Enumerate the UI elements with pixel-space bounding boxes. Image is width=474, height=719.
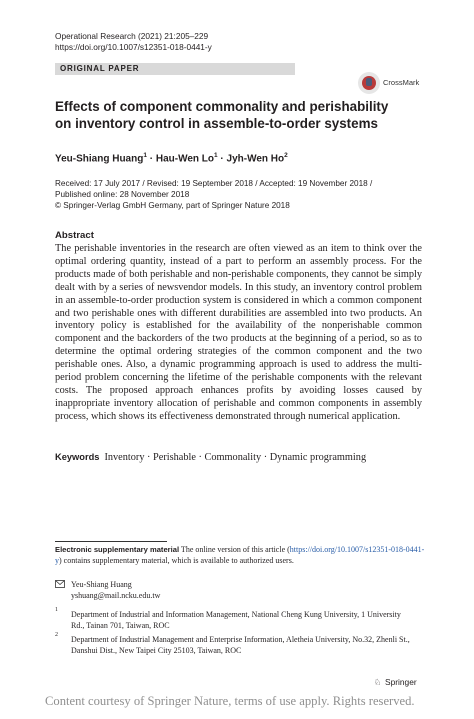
publisher-logo (373, 677, 417, 688)
author-affiliation-mark: 1 (214, 152, 218, 159)
author-separator: · (146, 153, 156, 165)
author-affiliation-mark: 1 (143, 152, 147, 159)
journal-citation: Operational Research (2021) 21:205–229 (55, 31, 209, 41)
publisher-name: Springer (385, 677, 417, 687)
corresponding-author (71, 580, 160, 601)
envelope-icon (55, 580, 65, 591)
paper-title (55, 98, 425, 132)
author-name[interactable]: Yeu-Shiang Huang (55, 153, 144, 165)
abstract-heading: Abstract (55, 230, 94, 241)
corresponding-author-email[interactable]: yshuang@mail.ncku.edu.tw (71, 590, 161, 600)
keywords-label: Keywords (55, 452, 100, 462)
crossmark-label: CrossMark (383, 78, 420, 87)
esm-text-before: The online version of this article ( (179, 545, 290, 554)
title-line-2: on inventory control in assemble-to-order systems (55, 116, 378, 131)
keywords-list: Inventory · Perishable · Commonality · Dynamic programming (104, 452, 367, 463)
copyright-line: © Springer-Verlag GmbH Germany, part of Springer Nature 2018 (55, 201, 290, 210)
history-dates: Received: 17 July 2017 / Revised: 19 September 2018 / Accepted: 19 November 2018 / (55, 179, 373, 188)
footnote-divider (55, 541, 167, 542)
author-list (55, 149, 425, 165)
esm-text-after: ) contains supplementary material, which is available to authorized users. (59, 556, 294, 565)
crossmark-icon (358, 72, 380, 94)
publication-dates (55, 178, 425, 211)
crossmark-badge[interactable] (358, 72, 418, 98)
esm-link[interactable]: https://doi.org/10.1007/s12351-018-0441-y (55, 545, 425, 565)
author-name[interactable]: Hau-Wen Lo (155, 153, 215, 165)
abstract-text: The perishable inventories in the research are often viewed as an item to think over the optimal ordering quantity, instead of a part to perform an assembly process. For the products made of both perishable and non-perishable components, they cannot be simply dealt with by a series of newsvendor models. In this study, an inventory control problem in an assemble-to-order production system is considered in which a common component and two perishable ones with different durabilities are assembled into two products. An inventory policy is established for the availability of the nonperishable common component and the backorders of the two products at the beginning of a period, so as to determine the optimal ordering strategies of the common component and the two perishable ones. Also, a dynamic programming approach is used to address the multi-period problem concerning the lifetime of the perishable components with the relevant costs. The proposed approach enhances profits by avoiding losses caused by inappropriate inventory allocation of perishable and common components in assembly process, which shows its effectiveness demonstrated through numerical application. (55, 243, 422, 422)
article-type-label: ORIGINAL PAPER (60, 64, 140, 73)
keywords-line (55, 451, 422, 464)
corresponding-author-name: Yeu-Shiang Huang (71, 580, 132, 589)
published-online-date: Published online: 28 November 2018 (55, 190, 190, 199)
springer-horse-icon: ♘ (373, 677, 382, 687)
title-line-1: Effects of component commonality and perishability (55, 99, 389, 114)
affiliation-text: Department of Industrial Management and Enterprise Information, Aletheia University, No.32, Zhenli St., Danshui Dist., New Taipei City 25103, Taiwan, ROC (71, 635, 410, 655)
supplementary-material-note (55, 544, 425, 566)
author-name[interactable]: Jyh-Wen Ho (226, 153, 285, 165)
affiliation-text: Department of Industrial and Information Management, National Cheng Kung University, 1 University Rd., Tainan 701, Taiwan, ROC (71, 610, 401, 630)
author-affiliation-mark: 2 (284, 152, 288, 159)
author-separator: · (217, 153, 227, 165)
esm-label: Electronic supplementary material (55, 545, 180, 554)
affiliation-number: 2 (55, 632, 58, 638)
courtesy-watermark: Content courtesy of Springer Nature, terms of use apply. Rights reserved. (45, 694, 415, 708)
affiliation-number: 1 (55, 607, 58, 613)
doi-link[interactable]: https://doi.org/10.1007/s12351-018-0441-y (55, 42, 212, 52)
